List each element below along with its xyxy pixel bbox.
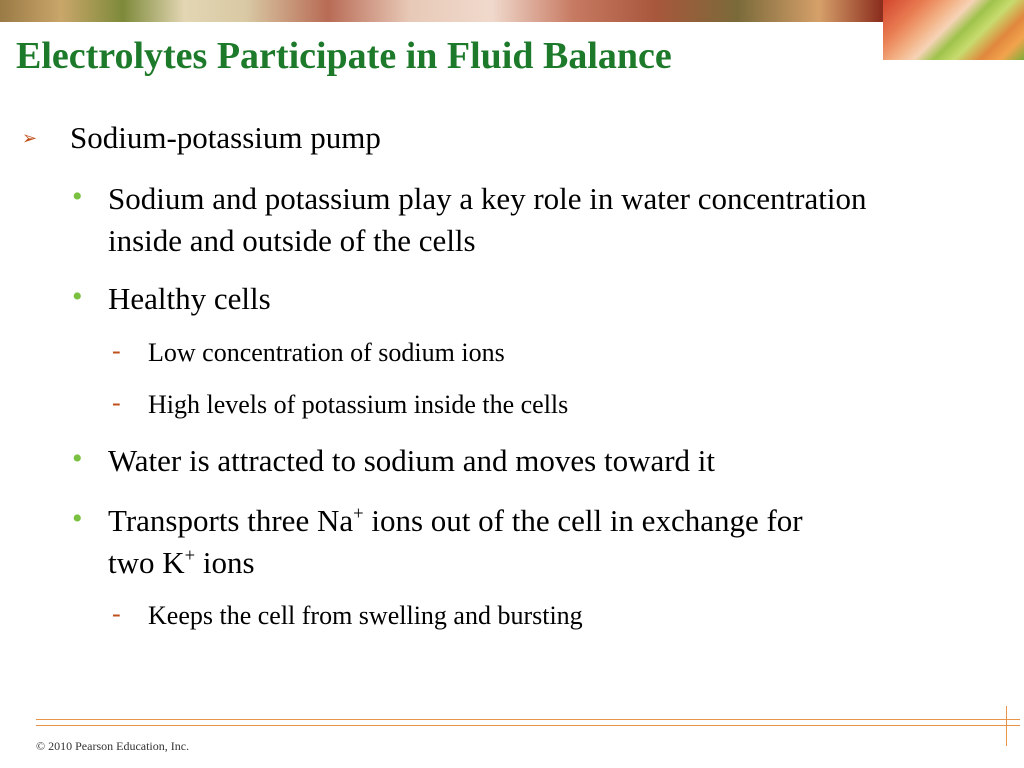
dot-bullet-icon: • <box>72 502 83 535</box>
bullet-low-sodium: Low concentration of sodium ions <box>148 338 505 367</box>
bullet-transports-ions: Transports three Na+ ions out of the cell in exchange for two K+ ions <box>108 503 803 580</box>
bullet-high-potassium: High levels of potassium inside the cells <box>148 390 569 419</box>
dash-bullet-icon: - <box>112 388 121 417</box>
dash-bullet-icon: - <box>112 336 121 365</box>
copyright-text: © 2010 Pearson Education, Inc. <box>36 739 190 753</box>
dot-bullet-icon: • <box>72 280 83 313</box>
footer-divider <box>36 719 1020 720</box>
top-banner-image <box>0 0 1024 22</box>
bullet-key-role: Sodium and potassium play a key role in water concentration inside and outside of the cells <box>108 181 867 258</box>
dash-bullet-icon: - <box>112 599 121 628</box>
corner-vegetable-photo <box>883 0 1024 60</box>
dot-bullet-icon: • <box>72 180 83 213</box>
bullet-healthy-cells: Healthy cells <box>108 281 271 316</box>
footer-vertical-divider <box>1006 706 1007 746</box>
arrow-bullet-icon: ➢ <box>22 128 38 148</box>
bullet-water-attracted: Water is attracted to sodium and moves toward it <box>108 443 716 478</box>
dot-bullet-icon: • <box>72 442 83 475</box>
slide-title: Electrolytes Participate in Fluid Balance <box>16 35 672 77</box>
bullet-sodium-potassium-pump: Sodium-potassium pump <box>70 120 381 155</box>
bullet-keeps-cell: Keeps the cell from swelling and bursting <box>148 601 583 630</box>
footer-divider <box>36 725 1020 726</box>
